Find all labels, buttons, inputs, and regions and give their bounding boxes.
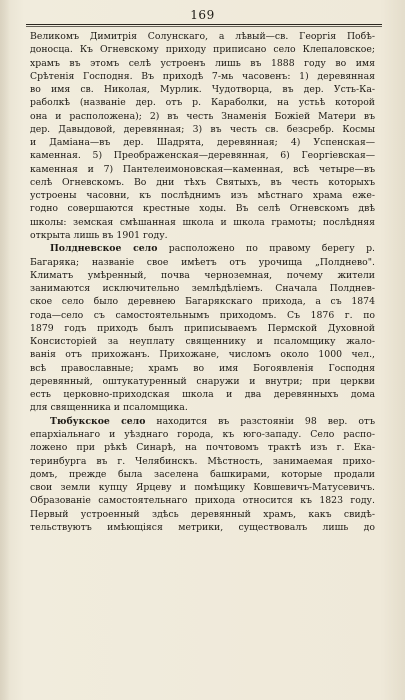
text-line: каменная и 7) Пантелеимоновская—каменная, всѣ четыре—въ: [30, 163, 375, 175]
text-line: епархіальнаго и уѣзднаго города, къ юго-западу. Село распо-: [30, 428, 375, 440]
text-line: Образованіе самостоятельнаго прихода относится къ 1823 году.: [30, 495, 375, 507]
text-line: Багаряка; названіе свое имѣетъ отъ урочища „Полднево".: [30, 256, 375, 268]
text-line: домъ, прежде была заселена башкирами, которые продали: [30, 468, 375, 480]
text-line: ложено при рѣкѣ Синарѣ, на почтовомъ трактѣ изъ г. Ека-: [30, 442, 375, 454]
text-line: занимаются исключительно землѣдѣліемъ. Сначала Полднев-: [30, 283, 375, 295]
page-gutter-shadow: [0, 0, 10, 700]
text-line: раболкѣ (названіе дер. отъ р. Караболки, на устьѣ которой: [30, 97, 375, 109]
text-line: для священника и псаломщика.: [30, 402, 188, 414]
text-line: селѣ Огневскомъ. Во дни тѣхъ Святыхъ, въ честь которыхъ: [30, 176, 375, 188]
page-body-text: [30, 30, 375, 534]
text-line-paragraph-start: Полдневское село расположено по правому берегу р.: [50, 243, 375, 255]
text-line: деревянный, оштукатуренный снаружи и внутри; при церкви: [30, 375, 375, 387]
header-rule: [26, 24, 382, 25]
text-line: Великомъ Димитрія Солунскаго, а лѣвый—св. Георгія Побѣ-: [30, 31, 375, 42]
header-rule-thin: [26, 26, 382, 27]
text-line: ское село было деревнею Багарякскаго прихода, а съ 1874: [30, 296, 375, 308]
text-line: Климатъ умѣренный, почва черноземная, почему жители: [30, 269, 375, 281]
text-line: Первый устроенный здѣсь деревянный храмъ, какъ свидѣ-: [30, 508, 375, 520]
text-line: во имя св. Николая, Мурлик. Чудотворца, въ дер. Усть-Ка-: [30, 84, 375, 96]
text-line: она и расположена); 2) въ честь Знаменія Божіей Матери въ: [30, 110, 375, 122]
text-line: года—село съ самостоятельнымъ приходомъ. Съ 1876 г. по: [30, 309, 375, 321]
text-line: ванія отъ прихожанъ. Прихожане, числомъ около 1000 чел.,: [30, 349, 375, 361]
text-line: 1879 годъ приходъ былъ приписываемъ Пермской Духовной: [30, 322, 375, 334]
text-line: храмъ въ этомъ селѣ устроенъ лишь въ 1888 году во имя: [30, 57, 375, 69]
text-line: свои земли купцу Ярцеву и помѣщику Ковшевичъ-Матусевичъ.: [30, 482, 375, 494]
text-line-paragraph-start: Тюбукское село находится въ разстояніи 98 вер. отъ: [50, 415, 375, 427]
text-line: тельствуютъ имѣющіяся метрики, существовалъ лишь до: [30, 521, 375, 533]
text-line: Консисторіей за неуплату священнику и псаломщику жало-: [30, 336, 375, 348]
text-line: и Даміана—въ дер. Шадрята, деревянная; 4) Успенская—: [30, 137, 375, 149]
text-line: теринбурга въ г. Челябинскъ. Мѣстность, занимаемая прихо-: [30, 455, 375, 467]
text-line: устроены часовни, къ послѣднимъ изъ мѣстнаго храма еже-: [30, 190, 375, 202]
text-line: школы: земская смѣшанная школа и школа грамоты; послѣдняя: [30, 216, 375, 228]
page-number: 169: [190, 8, 215, 22]
text-line: Срѣтенія Господня. Въ приходѣ 7-мь часовенъ: 1) деревянная: [30, 70, 375, 82]
text-line: каменная. 5) Преображенская—деревянная, 6) Георгіевская—: [30, 150, 375, 162]
text-line: всѣ православные; храмъ во имя Богоявленія Господня: [30, 362, 375, 374]
text-line: дер. Давыдовой, деревянная; 3) въ честь св. безсребр. Космы: [30, 123, 375, 135]
text-line: открыта лишь въ 1901 году.: [30, 229, 168, 241]
text-line: годно совершаются крестные ходы. Въ селѣ Огневскомъ двѣ: [30, 203, 375, 215]
text-line: доносца. Къ Огневскому приходу приписано село Клепаловское;: [30, 44, 375, 56]
text-line: есть церковно-приходская школа и два деревянныхъ дома: [30, 389, 375, 401]
